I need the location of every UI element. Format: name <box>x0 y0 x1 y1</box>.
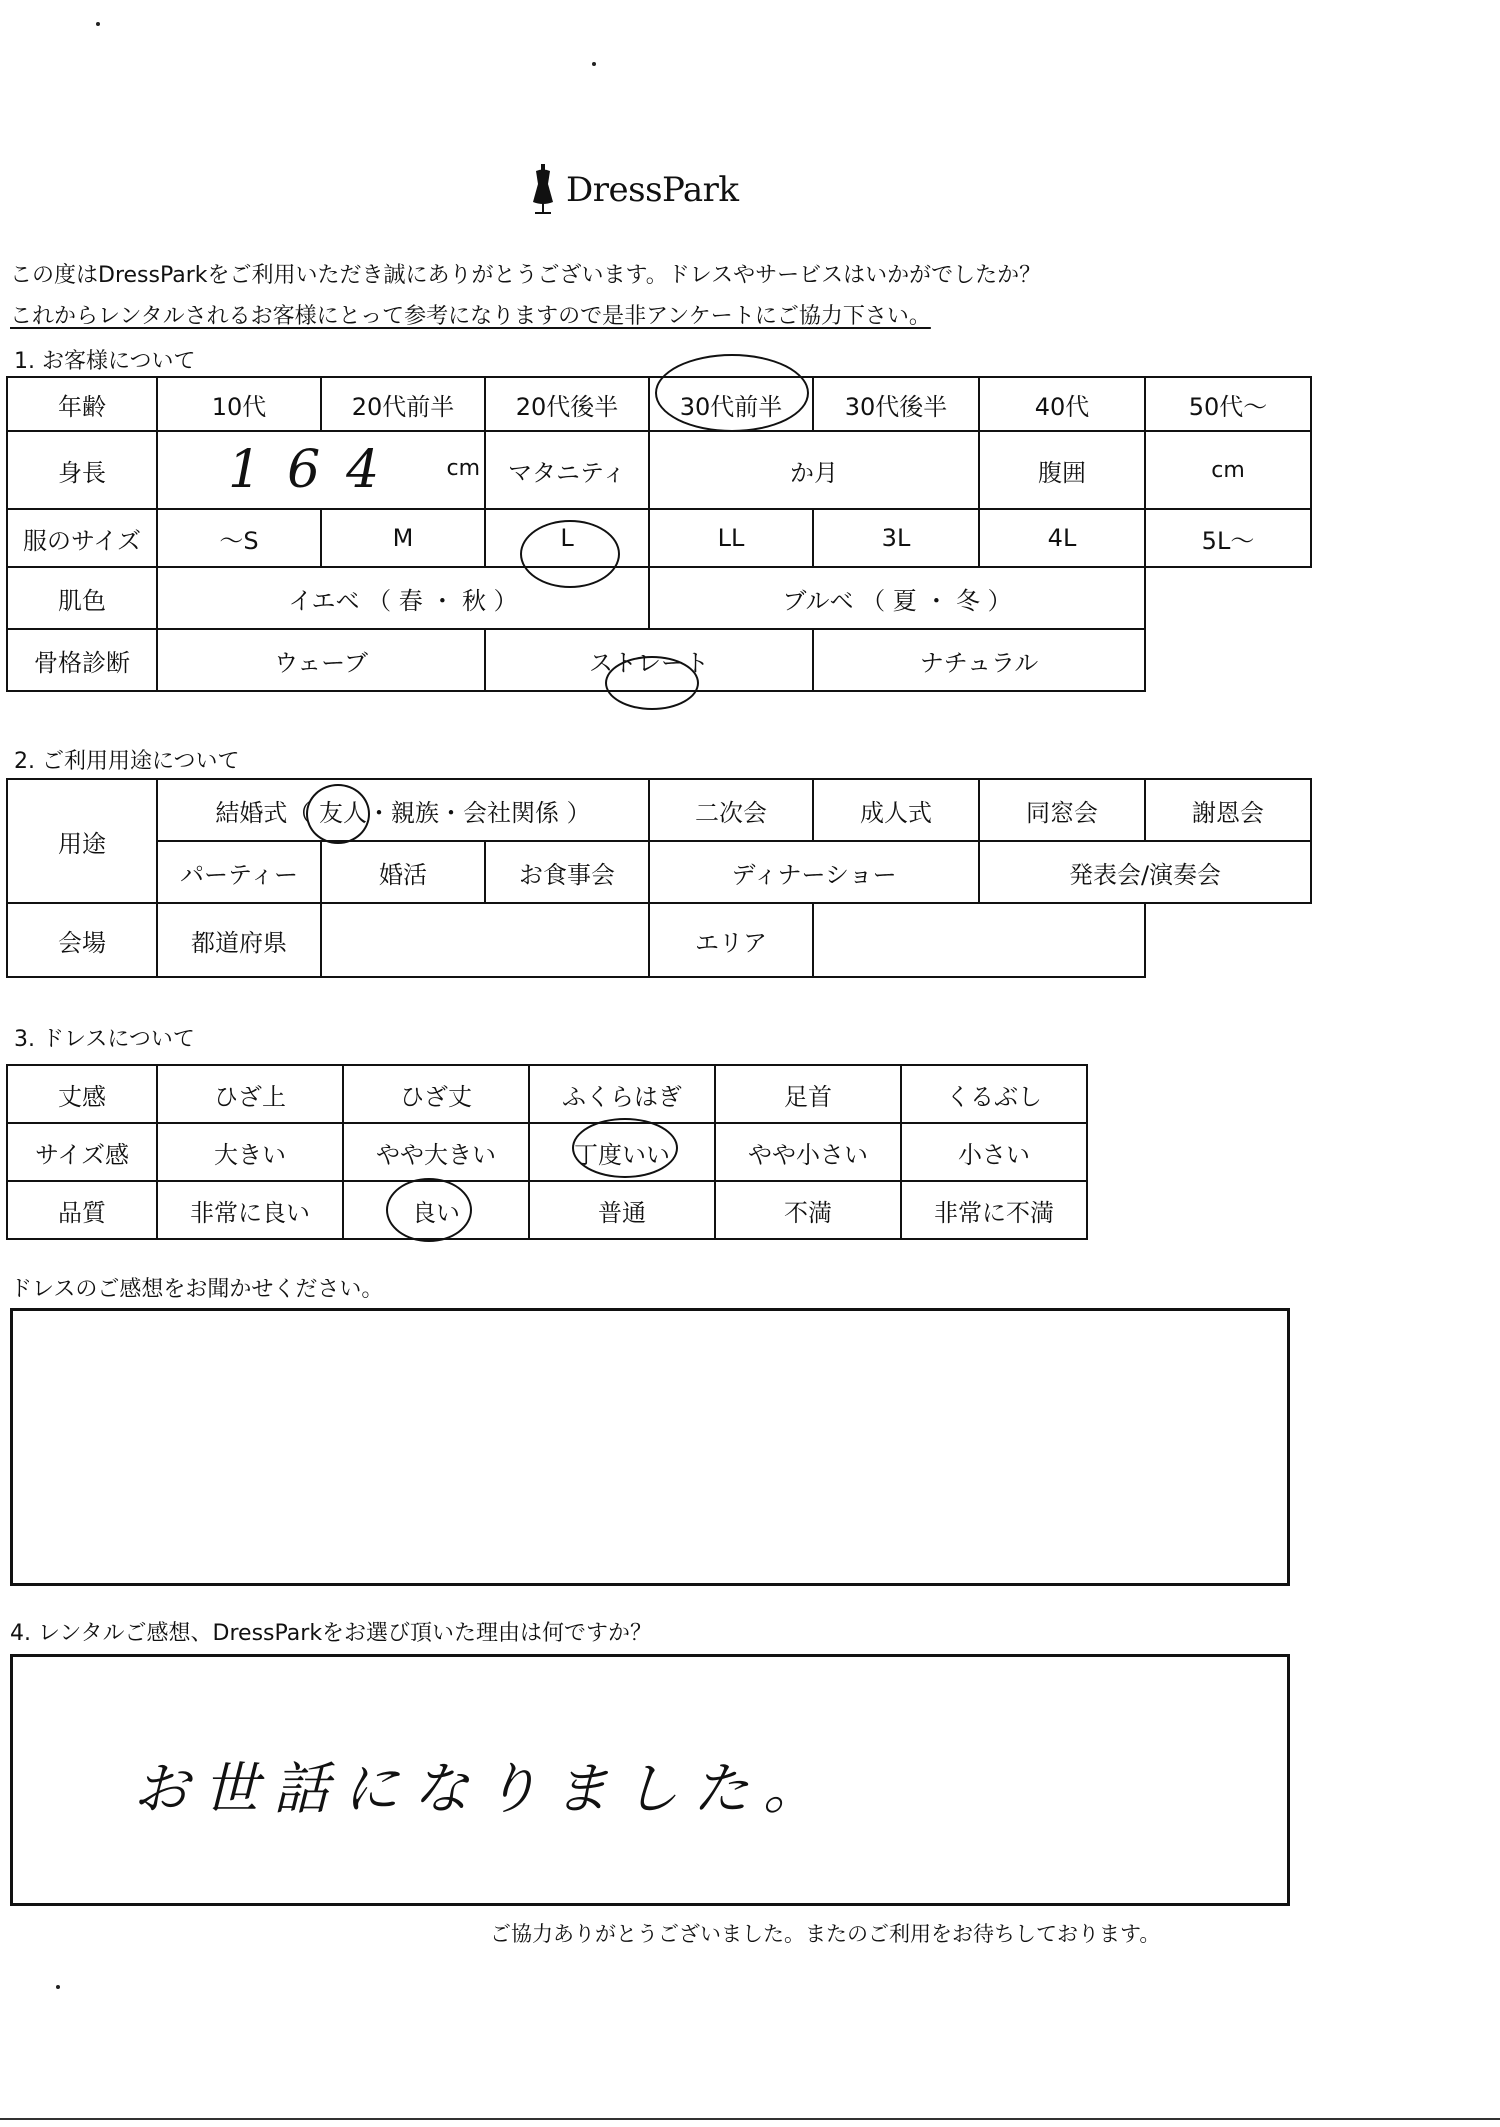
skin-label: 肌色 <box>7 567 157 629</box>
usage-row-1 <box>7 779 1311 841</box>
skin-yellow-option[interactable]: イエベ （ 春 ・ 秋 ） <box>157 567 649 629</box>
fit-option[interactable]: 大きい <box>157 1123 343 1181</box>
size-option[interactable]: LL <box>649 509 813 567</box>
usage-option[interactable]: お食事会 <box>485 841 649 903</box>
wedding-option[interactable]: 結婚式（ 友人・親族・会社関係 ） <box>157 779 649 841</box>
age-option[interactable]: 30代後半 <box>813 377 979 431</box>
height-unit: cm <box>446 456 480 481</box>
bone-label: 骨格診断 <box>7 629 157 691</box>
quality-option[interactable]: 非常に不満 <box>901 1181 1087 1239</box>
prefecture-field[interactable] <box>321 903 649 977</box>
bone-option[interactable]: ナチュラル <box>813 629 1145 691</box>
age-option[interactable]: 50代〜 <box>1145 377 1311 431</box>
fit-option-selected[interactable]: 丁度いい <box>529 1123 715 1181</box>
length-option[interactable]: くるぶし <box>901 1065 1087 1123</box>
length-label: 丈感 <box>7 1065 157 1123</box>
usage-option[interactable]: 謝恩会 <box>1145 779 1311 841</box>
blank-cell <box>1145 567 1311 629</box>
closing-message: ご協力ありがとうございました。またのご利用をお待ちしております。 <box>490 1922 1161 1946</box>
fit-option[interactable]: やや小さい <box>715 1123 901 1181</box>
fit-row <box>7 1123 1087 1181</box>
area-field[interactable] <box>813 903 1145 977</box>
fit-label: サイズ感 <box>7 1123 157 1181</box>
selection-circle-bone <box>605 656 699 710</box>
size-option-selected[interactable]: L <box>485 509 649 567</box>
blank-cell <box>1145 903 1311 977</box>
usage-option[interactable]: パーティー <box>157 841 321 903</box>
intro-line-1: この度はDressParkをご利用いただき誠にありがとうございます。ドレスやサービスはいかがでしたか？ <box>10 263 1042 288</box>
dress-table <box>6 1064 1088 1240</box>
fit-option[interactable]: 小さい <box>901 1123 1087 1181</box>
purpose-label: 用途 <box>7 779 157 903</box>
quality-option[interactable]: 普通 <box>529 1181 715 1239</box>
height-field[interactable] <box>157 431 485 509</box>
quality-label: 品質 <box>7 1181 157 1239</box>
usage-option[interactable]: 同窓会 <box>979 779 1145 841</box>
size-option[interactable]: 4L <box>979 509 1145 567</box>
length-row <box>7 1065 1087 1123</box>
age-option[interactable]: 20代後半 <box>485 377 649 431</box>
venue-label: 会場 <box>7 903 157 977</box>
intro-line-2: これからレンタルされるお客様にとって参考になりますので是非アンケートにご協力下さい。 <box>10 304 931 329</box>
quality-option[interactable]: 非常に良い <box>157 1181 343 1239</box>
bone-option[interactable]: ウェーブ <box>157 629 485 691</box>
section4-title: 4. レンタルご感想、DressParkをお選び頂いた理由は何ですか？ <box>10 1621 653 1646</box>
waist-field[interactable]: cm <box>1145 431 1311 509</box>
length-option[interactable]: ひざ上 <box>157 1065 343 1123</box>
size-row <box>7 509 1311 567</box>
section3-title: 3. ドレスについて <box>14 1027 195 1052</box>
area-label: エリア <box>649 903 813 977</box>
scan-edge-line <box>0 2118 1500 2120</box>
selection-circle-fit <box>572 1118 678 1178</box>
height-row <box>7 431 1311 509</box>
age-option[interactable]: 40代 <box>979 377 1145 431</box>
size-option[interactable]: 5L〜 <box>1145 509 1311 567</box>
waist-label: 腹囲 <box>979 431 1145 509</box>
scan-speck <box>592 62 596 66</box>
blank-cell <box>1145 629 1311 691</box>
quality-option[interactable]: 不満 <box>715 1181 901 1239</box>
scan-speck <box>56 1985 60 1989</box>
brand-name: DressPark <box>566 170 739 210</box>
usage-option[interactable]: 婚活 <box>321 841 485 903</box>
selection-circle-friend <box>306 784 370 844</box>
reason-answer-box[interactable] <box>10 1654 1290 1906</box>
scan-speck <box>96 22 100 26</box>
selection-circle-age <box>655 354 809 432</box>
selection-circle-size <box>520 520 620 588</box>
dresspark-logo <box>530 160 739 220</box>
age-option[interactable]: 10代 <box>157 377 321 431</box>
dress-comment-box[interactable] <box>10 1308 1290 1586</box>
bone-option-selected[interactable]: ストレート <box>485 629 813 691</box>
length-option[interactable]: 足首 <box>715 1065 901 1123</box>
venue-row <box>7 903 1311 977</box>
usage-option[interactable]: 発表会/演奏会 <box>979 841 1311 903</box>
quality-option-selected[interactable]: 良い <box>343 1181 529 1239</box>
age-label: 年齢 <box>7 377 157 431</box>
months-field[interactable]: か月 <box>649 431 979 509</box>
usage-row-2 <box>7 841 1311 903</box>
reason-answer-text: お世話になりました。 <box>133 1757 833 1822</box>
comment-prompt: ドレスのご感想をお聞かせください。 <box>10 1277 384 1302</box>
size-label: 服のサイズ <box>7 509 157 567</box>
prefecture-label: 都道府県 <box>157 903 321 977</box>
usage-option[interactable]: 二次会 <box>649 779 813 841</box>
maternity-label: マタニティ <box>485 431 649 509</box>
height-value: 164 <box>228 440 406 500</box>
height-label: 身長 <box>7 431 157 509</box>
length-option[interactable]: ひざ丈 <box>343 1065 529 1123</box>
size-option[interactable]: 〜S <box>157 509 321 567</box>
size-option[interactable]: M <box>321 509 485 567</box>
quality-row <box>7 1181 1087 1239</box>
usage-table <box>6 778 1312 978</box>
age-option-selected[interactable]: 30代前半 <box>649 377 813 431</box>
age-option[interactable]: 20代前半 <box>321 377 485 431</box>
section1-title: 1. お客様について <box>14 349 196 374</box>
skin-row <box>7 567 1311 629</box>
section2-title: 2. ご利用用途について <box>14 749 240 774</box>
length-option[interactable]: ふくらはぎ <box>529 1065 715 1123</box>
selection-circle-quality <box>386 1178 472 1242</box>
usage-option[interactable]: 成人式 <box>813 779 979 841</box>
size-option[interactable]: 3L <box>813 509 979 567</box>
customer-table <box>6 376 1312 692</box>
usage-option[interactable]: ディナーショー <box>649 841 979 903</box>
skin-blue-option[interactable]: ブルベ （ 夏 ・ 冬 ） <box>649 567 1145 629</box>
dress-form-icon <box>530 164 556 216</box>
fit-option[interactable]: やや大きい <box>343 1123 529 1181</box>
